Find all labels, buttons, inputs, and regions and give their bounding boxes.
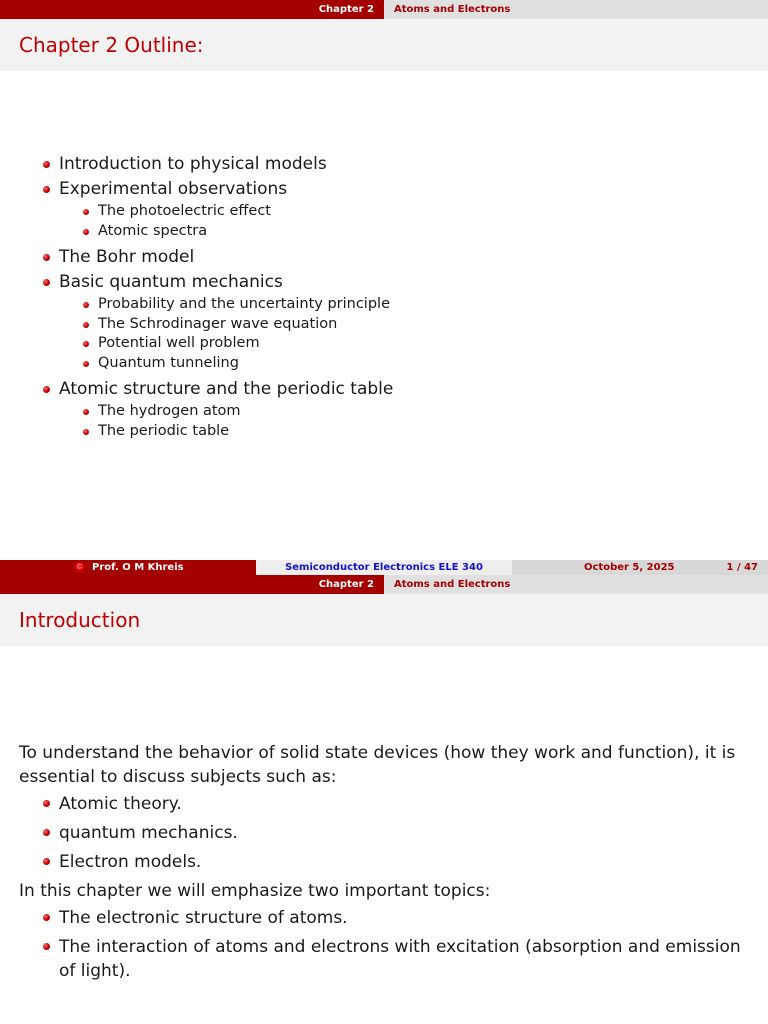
sub-bullet-icon	[83, 409, 89, 415]
slide-body	[19, 741, 744, 988]
outline-subitem-label: The periodic table	[98, 422, 230, 439]
outline-subitems	[59, 402, 393, 441]
bullet-icon	[43, 829, 50, 836]
list-item	[19, 906, 744, 930]
list-item	[19, 850, 744, 874]
slide-introduction	[0, 575, 768, 1024]
outline-item	[20, 245, 393, 270]
outline-subitem	[59, 354, 393, 374]
sub-bullet-icon	[83, 341, 89, 347]
sub-bullet-icon	[83, 322, 89, 328]
outline-subitem-label: The Schrodinager wave equation	[98, 315, 338, 332]
bullet-icon	[43, 914, 50, 921]
footer-page-number: 1 / 47	[726, 562, 758, 573]
list-item-label: Electron models.	[59, 852, 202, 872]
outline-subitem	[59, 334, 393, 354]
outline-subitem	[59, 202, 393, 222]
headline-section[interactable]: Chapter 2	[0, 575, 384, 594]
body-paragraph: To understand the behavior of solid state devices (how they work and function), it is essential to discuss subjects such as:	[19, 743, 736, 787]
body-paragraph: In this chapter we will emphasize two important topics:	[19, 881, 491, 901]
copyright-icon: ©	[75, 562, 84, 571]
footer-course: Semiconductor Electronics ELE 340	[256, 560, 512, 575]
footer-date-box	[512, 560, 768, 575]
bullet-icon	[43, 386, 50, 393]
outline-item	[20, 177, 393, 241]
outline-items	[20, 152, 393, 441]
headline-subsection[interactable]: Atoms and Electrons	[384, 575, 768, 594]
subjects-list	[19, 792, 744, 874]
footer-author-box	[0, 560, 256, 575]
outline-subitem	[59, 402, 393, 422]
outline-subitem	[59, 315, 393, 335]
footer-date: October 5, 2025	[584, 562, 675, 573]
outline-subitem-label: The hydrogen atom	[98, 403, 241, 419]
list-item	[19, 792, 744, 816]
outline-item-label: Experimental observations	[59, 179, 288, 199]
frame-title: Introduction	[19, 608, 141, 632]
outline-subitem	[59, 295, 393, 315]
outline-subitems	[59, 295, 393, 373]
outline-subitem	[59, 422, 393, 442]
headline-bar	[0, 0, 768, 19]
list-item	[19, 821, 744, 845]
outline-subitem-label: Atomic spectra	[98, 222, 208, 239]
sub-bullet-icon	[83, 361, 89, 367]
list-item-label: The interaction of atoms and electrons with excitation (absorption and emission of light).	[59, 937, 741, 981]
bullet-icon	[43, 858, 50, 865]
list-item	[19, 935, 744, 983]
outline-subitems	[59, 202, 393, 241]
list-item-label: Atomic theory.	[59, 794, 182, 814]
sub-bullet-icon	[83, 429, 89, 435]
bullet-icon	[43, 279, 50, 286]
bullet-icon	[43, 161, 50, 168]
outline-item-label: Atomic structure and the periodic table	[59, 379, 394, 399]
bullet-icon	[43, 800, 50, 807]
headline-subsection[interactable]: Atoms and Electrons	[384, 0, 768, 19]
sub-bullet-icon	[83, 209, 89, 215]
outline-subitem-label: Probability and the uncertainty principle	[98, 296, 390, 312]
outline-subitem-label: Potential well problem	[98, 335, 260, 351]
outline-item	[20, 377, 393, 441]
outline-subitem	[59, 222, 393, 242]
sub-bullet-icon	[83, 229, 89, 235]
outline-item	[20, 152, 393, 177]
footer-author: Prof. O M Khreis	[92, 562, 184, 573]
bullet-icon	[43, 186, 50, 193]
outline-item-label: Basic quantum mechanics	[59, 272, 283, 292]
frame-title-bar	[0, 19, 768, 71]
bullet-icon	[43, 254, 50, 261]
frame-title: Chapter 2 Outline:	[19, 33, 204, 57]
outline-list	[20, 152, 393, 445]
list-item-label: The electronic structure of atoms.	[59, 908, 348, 928]
topics-list	[19, 906, 744, 983]
outline-item-label: The Bohr model	[59, 247, 195, 267]
footer-bar	[0, 560, 768, 575]
outline-item-label: Introduction to physical models	[59, 154, 327, 174]
outline-subitem-label: The photoelectric effect	[98, 203, 271, 219]
outline-subitem-label: Quantum tunneling	[98, 354, 239, 371]
outline-item	[20, 270, 393, 373]
frame-title-bar	[0, 594, 768, 646]
headline-bar	[0, 575, 768, 594]
headline-section[interactable]: Chapter 2	[0, 0, 384, 19]
sub-bullet-icon	[83, 302, 89, 308]
list-item-label: quantum mechanics.	[59, 823, 238, 843]
bullet-icon	[43, 943, 50, 950]
